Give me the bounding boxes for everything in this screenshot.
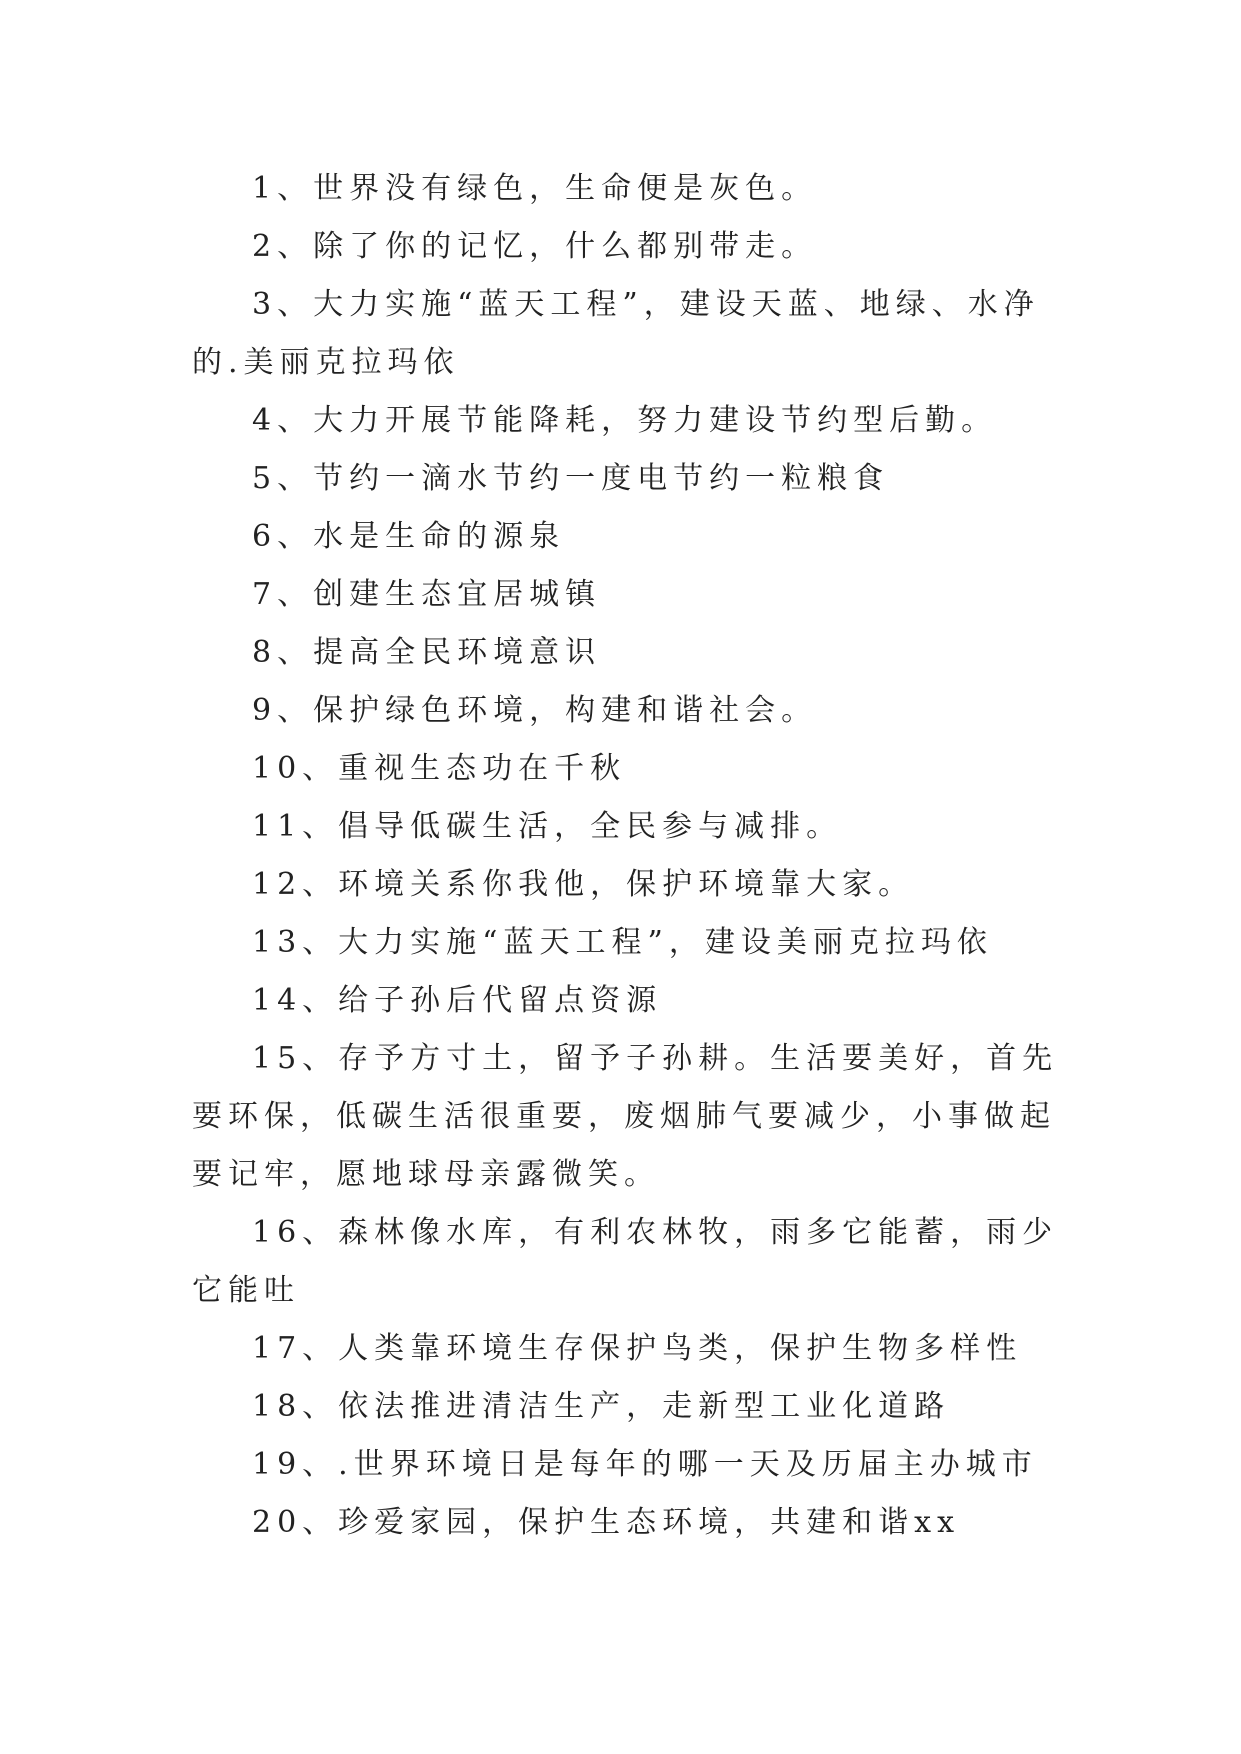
list-item: 11、倡导低碳生活，全民参与减排。: [252, 809, 843, 844]
list-item: 6、水是生命的源泉: [252, 519, 566, 554]
list-item: 4、大力开展节能降耗，努力建设节约型后勤。: [252, 403, 998, 438]
list-item: 15、存予方寸土，留予子孙耕。生活要美好，首先要环保，低碳生活很重要，废烟肺气要减少，小事做起要记牢，愿地球母亲露微笑。: [192, 1041, 1059, 1192]
list-item: 8、提高全民环境意识: [252, 635, 602, 670]
list-item: 12、环境关系你我他，保护环境靠大家。: [252, 867, 915, 902]
list-item: 5、节约一滴水节约一度电节约一粒粮食: [252, 461, 890, 496]
list-item: 13、大力实施“蓝天工程”，建设美丽克拉玛依: [252, 925, 993, 960]
slogan-list: [192, 160, 1072, 1552]
list-item: 2、除了你的记忆，什么都别带走。: [252, 229, 818, 264]
list-item: 17、人类靠环境生存保护鸟类，保护生物多样性: [252, 1331, 1023, 1366]
list-item: 3、大力实施“蓝天工程”，建设天蓝、地绿、水净的.美丽克拉玛依: [192, 287, 1040, 380]
list-item: 1、世界没有绿色，生命便是灰色。: [252, 171, 818, 206]
list-item: 7、创建生态宜居城镇: [252, 577, 602, 612]
list-item: 19、.世界环境日是每年的哪一天及历届主办城市: [252, 1447, 1038, 1482]
list-item: 16、森林像水库，有利农林牧，雨多它能蓄，雨少它能吐: [192, 1215, 1059, 1308]
list-item: 18、依法推进清洁生产，走新型工业化道路: [252, 1389, 951, 1424]
list-item: 14、给子孙后代留点资源: [252, 983, 663, 1018]
list-item: 9、保护绿色环境，构建和谐社会。: [252, 693, 818, 728]
list-item: 20、珍爱家园，保护生态环境，共建和谐xx: [252, 1505, 961, 1540]
list-item: 10、重视生态功在千秋: [252, 751, 627, 786]
